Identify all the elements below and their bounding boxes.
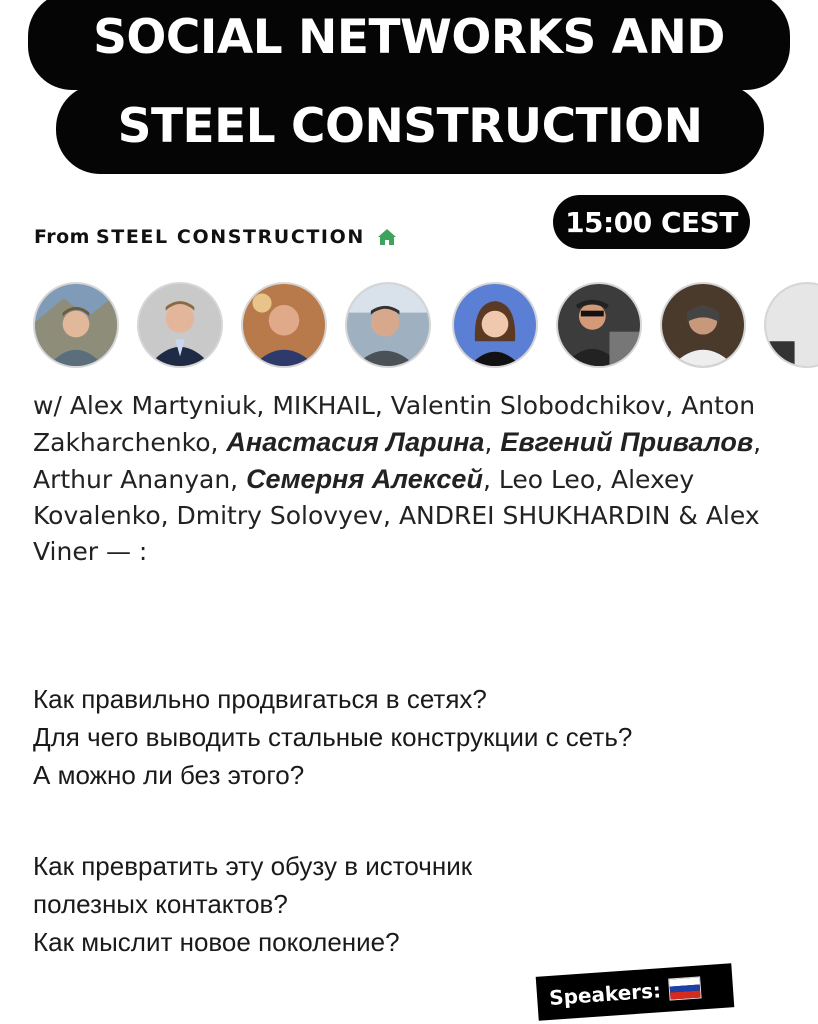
title-line-1: SOCIAL NETWORKS AND	[28, 0, 790, 90]
guest-name: Евгений Привалов	[500, 427, 754, 457]
club-attribution[interactable]	[34, 226, 397, 248]
description-line: Как превратить эту обузу в источник	[33, 851, 473, 881]
avatar[interactable]	[345, 282, 431, 368]
avatar[interactable]	[137, 282, 223, 368]
speakers-tag	[536, 963, 735, 1021]
guest-list-text: w/ Alex Martyniuk, MIKHAIL, Valentin Slobodchikov, Anton Zakharchenko,	[33, 391, 756, 457]
avatar[interactable]	[452, 282, 538, 368]
description-line: Как мыслит новое поколение?	[33, 927, 400, 957]
title-line-2: STEEL CONSTRUCTION	[56, 84, 764, 174]
guest-name: Семерня Алексей	[246, 464, 483, 494]
speaker-avatars	[0, 280, 818, 370]
avatar[interactable]	[33, 282, 119, 368]
russia-flag-icon	[668, 976, 701, 1000]
avatar[interactable]	[241, 282, 327, 368]
time-badge: 15:00 CEST	[553, 195, 750, 249]
guest-separator: ,	[484, 428, 501, 457]
description-line: полезных контактов?	[33, 889, 288, 919]
club-name[interactable]: STEEL CONSTRUCTION	[96, 226, 365, 248]
home-icon	[377, 228, 397, 246]
description-line: Как правильно продвигаться в сетях?	[33, 684, 487, 714]
guest-list-text: , Arthur Ananyan,	[33, 428, 762, 494]
description-line: А можно ли без этого?	[33, 760, 305, 790]
guest-list-text: , Leo Leo, Alexey Kovalenko, Dmitry Solovyev, ANDREI SHUKHARDIN & Alex Viner — :	[33, 465, 760, 566]
guest-name: Анастасия Ларина	[226, 427, 485, 457]
avatar[interactable]	[556, 282, 642, 368]
guest-list	[33, 388, 793, 570]
from-label: From	[34, 226, 90, 248]
speakers-label: Speakers:	[548, 978, 662, 1010]
avatar[interactable]	[660, 282, 746, 368]
avatar[interactable]	[764, 282, 818, 368]
description-line: Для чего выводить стальные конструкции с сеть?	[33, 722, 633, 752]
